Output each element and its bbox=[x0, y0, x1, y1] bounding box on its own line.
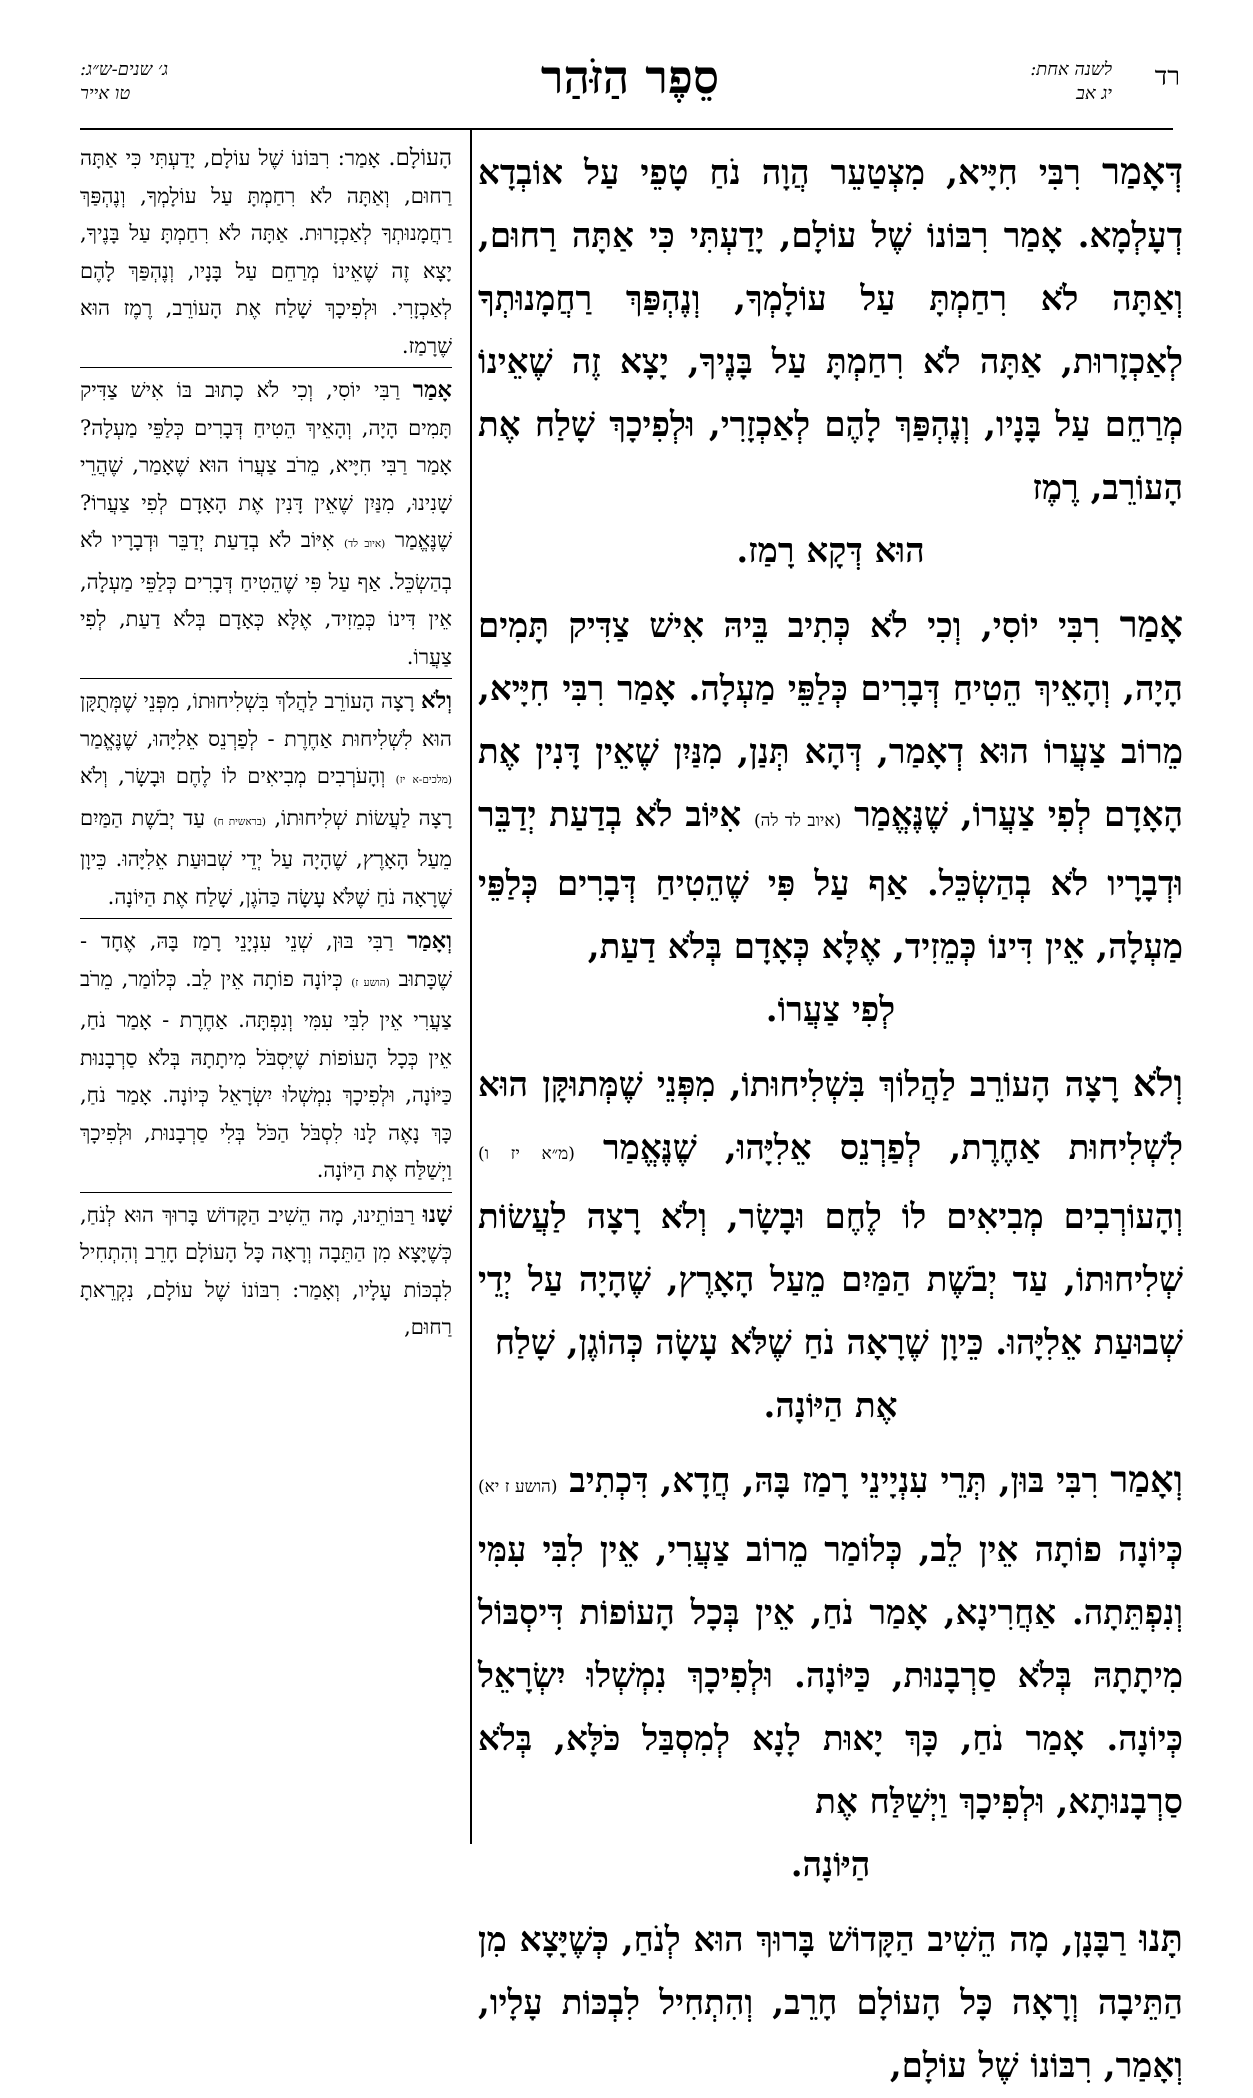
paragraph-opening-word: וְאָמַר bbox=[1110, 1458, 1184, 1501]
paragraph-opening-word: וְאָמַר bbox=[407, 928, 452, 954]
schedule-three-years bbox=[80, 58, 168, 106]
paragraph-opening-word: וְלֹא bbox=[1132, 1062, 1183, 1105]
paragraph-text: רַבִּי בּוּן, שְׁנֵי עִנְיָנֵי רָמַז בָּהּ, אֶחָד - שֶׁכָּתוּב bbox=[80, 929, 452, 991]
paragraph-opening-word: וְלֹא bbox=[421, 688, 452, 714]
page-header bbox=[80, 50, 1180, 130]
main-paragraph bbox=[478, 1907, 1183, 2098]
translation-paragraph bbox=[80, 1197, 452, 1349]
paragraph-opening-word: הָעוֹלָם. bbox=[388, 145, 452, 171]
paragraph-tail: הוּא דְּקָא רָמַז. bbox=[736, 531, 925, 571]
paragraph-text: וְהָעֹרְבִים מְבִיאִים לוֹ לֶחֶם וּבָשָׂר, וְלֹא רָצָה לַעֲשׂוֹת שְׁלִיחוּתוֹ, bbox=[80, 764, 453, 830]
paragraph-tail: הַיּוֹנָה. bbox=[790, 1845, 871, 1885]
paragraph-text: רָצָה הָעוֹרֵב לַהֲלוֹךְ בִּשְׁלִיחוּתוֹ, מִפְּנֵי שֶׁמְּתוּקָּן הוּא לִשְׁלִיחוּת אַחֶרֶת, לְפַרְנֵס אֵלִיָּהוּ, שֶׁנֶּאֱמַר bbox=[478, 1065, 1184, 1168]
schedule-three-years-date: טו אייר bbox=[80, 83, 131, 104]
paragraph-opening-word: תָּנוּ bbox=[1139, 1917, 1183, 1960]
paragraph-text: אִיּוֹב לֹא בְדַעַת יְדַבֵּר וּדְבָרָיו לֹא בְהַשְׂכֵּל. אַף עַל פִּי שֶׁהֵטִיחַ דְּבָרִים כְּלַפֵּי מַעְלָה, אֵין דִּינוֹ כְּמֵזִיד, אֶלָּא כְּאָדָם בְּלֹא דַעַת, לְפִי צַעֲרוֹ. bbox=[80, 528, 452, 669]
verse-reference: (בראשית ח) bbox=[213, 815, 266, 828]
verse-reference: (הושע ז) bbox=[351, 976, 390, 989]
verse-reference: (מלכים-א יז) bbox=[395, 774, 452, 786]
translation-paragraph bbox=[80, 683, 452, 919]
paragraph-text: רָצָה הָעוֹרֵב לַהֲלֹךְ בִּשְׁלִיחוּתוֹ, מִפְּנֵי שֶׁמְּתֻקָּן הוּא לִשְׁלִיחוּת אַחֶרֶת - לְפַרְנֵס אֵלִיָּהוּ, שֶׁנֶּאֱמַר bbox=[80, 689, 452, 751]
paragraph-opening-word: דְּאָמַר bbox=[1101, 150, 1183, 193]
paragraph-text: כְּיוֹנָה פוֹתָה אֵין לֵב. כְּלוֹמַר, מֵרֹב צַעֲרִי אֵין לִבִּי עִמִּי וְנִפְתָּה. אַחֶרֶת - אָמַר נֹחַ, אֵין כְּכָל הָעוֹפוֹת שֶׁיִּסְבֹּל מִיתָתָהּ בְּלֹא סַרְבָנוּת כַּיּוֹנָה, וּלְפִיכָךְ נִמְשְׁלוּ יִשְׂרָאֵל כְּיוֹנָה. אָמַר נֹחַ, כָּךְ נָאֶה לָנוּ לִסְבֹּל הַכֹּל בְּלִי סַרְבָנוּת, וּלְפִיכָךְ וַיְשַׁלַּח אֶת הַיּוֹנָה. bbox=[80, 966, 452, 1182]
schedule-one-year-label: לשנה אחת: bbox=[1030, 59, 1112, 80]
paragraph-text: רַבִּי יוֹסִי, וְכִי לֹא כָתוּב בּוֹ אִישׁ צַדִּיק תָּמִים הָיָה, וְהָאֵיךְ הֵטִיחַ דְּבָרִים כְּלַפֵּי מַעְלָה? אָמַר רַבִּי חִיָּיא, מֵרֹב צַעֲרוֹ הוּא שֶׁאָמַר, שֶׁהֲרֵי שָׁנִינוּ, מִנַּיִן שֶׁאֵין דָּנִין אֶת הָאָדָם לְפִי צַעֲרוֹ? שֶׁנֶּאֱמַר bbox=[80, 378, 452, 552]
main-paragraph bbox=[478, 140, 1183, 583]
paragraph-text: רַבּוֹתֵינוּ, מָה הֵשִׁיב הַקָּדוֹשׁ בָּרוּךְ הוּא לְנֹחַ, כְּשֶׁיָּצָא מִן הַתֵּבָה וְרָאָה כָּל הָעוֹלָם חָרֵב וְהִתְחִיל לִבְכּוֹת עָלָיו, וְאָמַר: רִבּוֹנוֹ שֶׁל עוֹלָם, נִקְרֵאתָ רַחוּם, bbox=[80, 1202, 452, 1339]
paragraph-text: רַבָּנָן, מָה הֵשִׁיב הַקָּדוֹשׁ בָּרוּךְ הוּא לְנֹחַ, כְּשֶׁיָּצָא מִן הַתֵּיבָה וְרָאָה כָּל הָעוֹלָם חָרֵב, וְהִתְחִיל לִבְכּוֹת עָלָיו, וְאָמַר, רִבּוֹנוֹ שֶׁל עוֹלָם, bbox=[478, 1920, 1183, 2086]
paragraph-tail: אֶת הַיּוֹנָה. bbox=[763, 1386, 898, 1426]
paragraph-text: רִבִּי יוֹסִי, וְכִי לֹא כְּתִיב בֵּיהּ אִישׁ צַדִּיק תָּמִים הָיָה, וְהָאֵיךְ הֵטִיחַ דְּבָרִים כְּלַפֵּי מַעְלָה. אָמַר רִבִּי חִיָּיא, מֵרוֹב צַעֲרוֹ הוּא דְאָמַר, דְּהָא תְּנַן, מִנַּיִן שֶׁאֵין דָּנִין אֶת הָאָדָם לְפִי צַעֲרוֹ, שֶׁנֶּאֱמַר bbox=[478, 606, 1184, 835]
verse-reference: (איוב לד) bbox=[344, 538, 386, 550]
paragraph-text: אִיּוֹב לֹא בְדַעַת יְדַבֵּר וּדְבָרָיו לֹא בְהַשְׂכֵּל. אַף עַל פִּי שֶׁהֵטִיחַ דְּבָרִים כְּלַפֵּי מַעְלָה, אֵין דִּינוֹ כְּמֵזִיד, אֶלָּא כְּאָדָם בְּלֹא דַעַת, bbox=[478, 795, 1183, 967]
main-text-column bbox=[478, 140, 1184, 2086]
translation-column bbox=[80, 140, 452, 1844]
paragraph-text: רִבִּי בּוּן, תְּרֵי עִנְיָינֵי רָמַז בָּהּ, חֲדָא, דִּכְתִיב bbox=[569, 1461, 1111, 1501]
page-number: רד bbox=[1154, 62, 1180, 92]
main-paragraph bbox=[478, 1448, 1183, 1897]
verse-reference: (הושע ז יא) bbox=[478, 1477, 558, 1497]
paragraph-tail: לְפִי צַעֲרוֹ. bbox=[765, 990, 896, 1030]
paragraph-text: עַד יְבֹשֶׁת הַמַּיִם מֵעַל הָאָרֶץ, שֶׁהָיָה עַל יְדֵי שְׁבוּעַת אֵלִיָּהוּ. כֵּיוָן שֶׁרָאָה נֹחַ שֶׁלֹּא עָשָׂה כַּהֹגֶן, שָׁלַח אֶת הַיּוֹנָה. bbox=[80, 805, 452, 909]
verse-reference: (איוב לד לה) bbox=[754, 811, 842, 831]
paragraph-text: אָמַר: רִבּוֹנוֹ שֶׁל עוֹלָם, יָדַעְתִּי כִּי אַתָּה רַחוּם, וְאַתָּה לֹא רִחַמְתָּ עַל עוֹלָמְךָ, וְנֶהְפַּךְ רַחֲמָנוּתְךָ לְאַכְזָרוּת. אַתָּה לֹא רִחַמְתָּ עַל בָּנֶיךָ, יָצָא זֶה שֶׁאֵינוֹ מְרַחֵם עַל בָּנָיו, וְנֶהְפַּךְ לָהֶם לְאַכְזָרִי. וּלְפִיכָךְ שָׁלַח אֶת הָעוֹרֵב, רֶמֶז הוּא שֶׁרָמַז. bbox=[80, 146, 452, 358]
paragraph-opening-word: אָמַר bbox=[412, 377, 452, 403]
paragraph-text: רִבִּי חִיָּיא, מִצְטַעֵר הֲוָה נֹחַ טָפֵי עַל אוֹבְדָא דְעָלְמָא. אָמַר רִבּוֹנוֹ שֶׁל עוֹלָם, יָדַעְתִּי כִּי אַתָּה רַחוּם, וְאַתָּה לֹא רִחַמְתָּ עַל עוֹלָמְךָ, וְנֶהְפַּךְ רַחֲמָנוּתְךָ לְאַכְזָרוּת, אַתָּה לֹא רִחַמְתָּ עַל בָּנֶיךָ, יָצָא זֶה שֶׁאֵינוֹ מְרַחֵם עַל בָּנָיו, וְנֶהְפַּךְ לָהֶם לְאַכְזָרִי, וּלְפִיכָךְ שָׁלַח אֶת הָעוֹרֵב, רֶמֶז bbox=[478, 153, 1183, 508]
header-rule bbox=[80, 128, 1173, 130]
paragraph-opening-word: שָׁנוּ bbox=[422, 1201, 452, 1228]
paragraph-opening-word: אָמַר bbox=[1119, 603, 1183, 646]
column-divider bbox=[470, 130, 472, 1844]
schedule-one-year-date: יג אב bbox=[1076, 83, 1112, 104]
verse-reference: (מ״א יז ו) bbox=[478, 1144, 575, 1164]
main-paragraph bbox=[478, 1052, 1183, 1438]
main-paragraph bbox=[478, 593, 1183, 1042]
paragraph-text: כְּיוֹנָה פוֹתָה אֵין לֵב, כְּלוֹמַר מֵרוֹב צַעֲרִי, אֵין לִבִּי עִמִּי וְנִפְתֵּתָה. אַחֲרִינָא, אָמַר נֹחַ, אֵין בְּכָל הָעוֹפוֹת דִּיסְבּוֹל מִיתָתָהּ בְּלֹא סַרְבָנוּת, כַּיּוֹנָה. וּלְפִיכָךְ נִמְשְׁלוּ יִשְׂרָאֵל כְּיוֹנָה. אָמַר נֹחַ, כָּךְ יָאוּת לָנָא לְמִסְבַּל כֹּלָּא, בְּלֹא סַרְבָנוּתָא, וּלְפִיכָךְ וַיְשַׁלַּח אֶת bbox=[478, 1530, 1183, 1822]
schedule-three-years-label: ג׳ שנים-ש״ג: bbox=[80, 59, 169, 80]
paragraph-text: וְהָעוֹרְבִים מְבִיאִים לוֹ לֶחֶם וּבָשָׂר, וְלֹא רָצָה לַעֲשׂוֹת שְׁלִיחוּתוֹ, עַד יְבֹשֶׁת הַמַּיִם מֵעַל הָאָרֶץ, שֶׁהָיָה עַל יְדֵי שְׁבוּעַת אֵלִיָּהוּ. כֵּיוָן שֶׁרָאָה נֹחַ שֶׁלֹּא עָשָׂה כְּהוֹגֶן, שָׁלַח bbox=[478, 1197, 1183, 1363]
translation-paragraph bbox=[80, 923, 452, 1193]
translation-paragraph bbox=[80, 140, 452, 368]
book-title: סֵפֶר הַזֹּהַר bbox=[540, 50, 720, 104]
translation-paragraph bbox=[80, 372, 452, 679]
